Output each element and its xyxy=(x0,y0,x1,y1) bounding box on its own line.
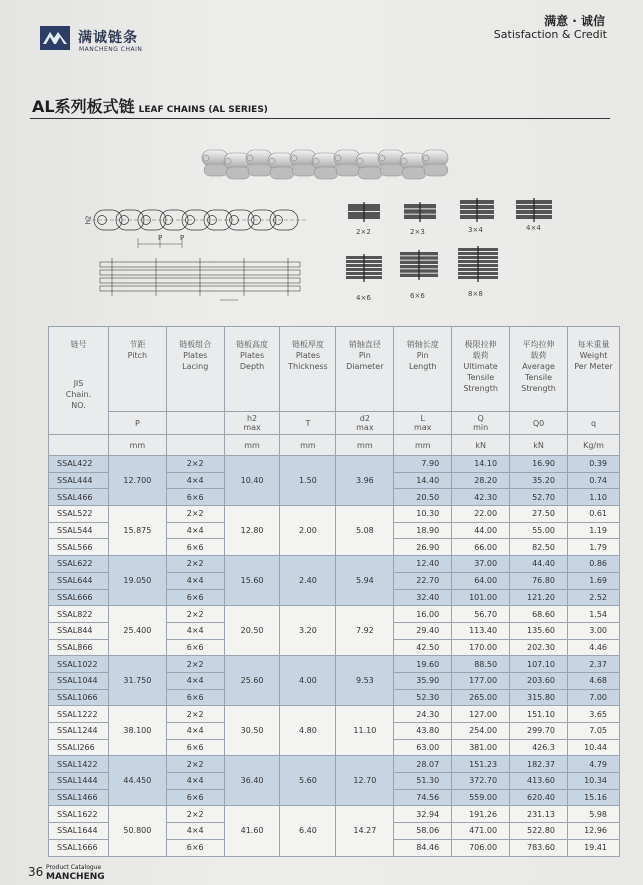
weight-cell: 4.68 xyxy=(568,672,620,689)
pin-length-cell: 20.50 xyxy=(394,489,452,506)
ultimate-strength-cell: 113.40 xyxy=(452,622,510,639)
plate-depth-cell: 25.60 xyxy=(224,656,280,706)
average-strength-cell: 522.80 xyxy=(510,823,568,840)
weight-cell: 12.96 xyxy=(568,823,620,840)
footer-brand: MANCHENG xyxy=(46,872,105,882)
section-title-en: LEAF CHAINS (AL SERIES) xyxy=(138,105,268,115)
pin-diameter-cell: 5.94 xyxy=(336,556,394,606)
chain-drawings xyxy=(0,120,643,320)
ultimate-strength-cell: 265.00 xyxy=(452,689,510,706)
lacing-cell: 4×4 xyxy=(166,773,224,790)
pin-length-cell: 10.30 xyxy=(394,506,452,523)
pin-length-cell: 22.70 xyxy=(394,572,452,589)
pin-length-cell: 28.07 xyxy=(394,756,452,773)
chain-number-cell: SSAL822 xyxy=(49,606,109,623)
pin-length-cell: 43.80 xyxy=(394,723,452,740)
pin-length-cell: 7.90 xyxy=(394,456,452,473)
ultimate-strength-cell: 170.00 xyxy=(452,639,510,656)
header-lacing: 链板组合 Plates Lacing xyxy=(166,327,224,412)
lacing-2x3-label: 2×3 xyxy=(410,228,425,236)
ultimate-strength-cell: 56.70 xyxy=(452,606,510,623)
header-thickness: 链板厚度 Plates Thickness xyxy=(280,327,336,412)
lacing-cell: 6×6 xyxy=(166,589,224,606)
lacing-8x8-icon xyxy=(456,246,500,282)
pin-length-cell: 32.94 xyxy=(394,806,452,823)
chain-number-cell: SSAL1666 xyxy=(49,839,109,856)
chain-top-view-drawing xyxy=(92,256,317,304)
chain-number-cell: SSAL1466 xyxy=(49,789,109,806)
average-strength-cell: 82.50 xyxy=(510,539,568,556)
unit-ultimate: kN xyxy=(452,435,510,456)
weight-cell: 19.41 xyxy=(568,839,620,856)
ultimate-strength-cell: 372.70 xyxy=(452,773,510,790)
unit-average: kN xyxy=(510,435,568,456)
pin-length-cell: 14.40 xyxy=(394,472,452,489)
average-strength-cell: 27.50 xyxy=(510,506,568,523)
average-strength-cell: 16.90 xyxy=(510,456,568,473)
average-strength-cell: 52.70 xyxy=(510,489,568,506)
chain-number-cell: SSAL444 xyxy=(49,472,109,489)
weight-cell: 7.05 xyxy=(568,723,620,740)
chain-number-cell: SSAL522 xyxy=(49,506,109,523)
lacing-4x6-label: 4×6 xyxy=(356,294,371,302)
table-row xyxy=(49,606,620,623)
brand-name-en: MANCHENG CHAIN xyxy=(79,46,143,53)
lacing-cell: 2×2 xyxy=(166,756,224,773)
table-row xyxy=(49,706,620,723)
weight-cell: 2.37 xyxy=(568,656,620,673)
pin-length-cell: 63.00 xyxy=(394,739,452,756)
header-row-names xyxy=(49,327,620,412)
pin-diameter-cell: 7.92 xyxy=(336,606,394,656)
chain-number-cell: SSAL1422 xyxy=(49,756,109,773)
plate-thickness-cell: 1.50 xyxy=(280,456,336,506)
plate-depth-cell: 30.50 xyxy=(224,706,280,756)
leaf-chain-spec-table xyxy=(48,326,620,857)
chain-number-cell: SSAL644 xyxy=(49,572,109,589)
title-divider xyxy=(30,118,610,119)
pin-length-cell: 84.46 xyxy=(394,839,452,856)
weight-cell: 0.61 xyxy=(568,506,620,523)
average-strength-cell: 35.20 xyxy=(510,472,568,489)
average-strength-cell: 203.60 xyxy=(510,672,568,689)
weight-cell: 3.65 xyxy=(568,706,620,723)
brand-name-cn: 满诚链条 xyxy=(78,30,138,46)
chain-number-cell: SSAL566 xyxy=(49,539,109,556)
lacing-cell: 6×6 xyxy=(166,489,224,506)
unit-diameter: mm xyxy=(336,435,394,456)
average-strength-cell: 107.10 xyxy=(510,656,568,673)
symbol-weight: q xyxy=(568,412,620,435)
pin-length-cell: 12.40 xyxy=(394,556,452,573)
plate-depth-cell: 41.60 xyxy=(224,806,280,856)
average-strength-cell: 620.40 xyxy=(510,789,568,806)
lacing-cell: 2×2 xyxy=(166,506,224,523)
unit-length: mm xyxy=(394,435,452,456)
weight-cell: 1.10 xyxy=(568,489,620,506)
ultimate-strength-cell: 101.00 xyxy=(452,589,510,606)
average-strength-cell: 68.60 xyxy=(510,606,568,623)
weight-cell: 0.86 xyxy=(568,556,620,573)
ultimate-strength-cell: 28.20 xyxy=(452,472,510,489)
pin-diameter-cell: 3.96 xyxy=(336,456,394,506)
pin-length-cell: 35.90 xyxy=(394,672,452,689)
lacing-8x8-label: 8×8 xyxy=(468,290,483,298)
average-strength-cell: 55.00 xyxy=(510,522,568,539)
symbol-ultimate: Q min xyxy=(452,412,510,435)
plate-depth-cell: 36.40 xyxy=(224,756,280,806)
average-strength-cell: 121.20 xyxy=(510,589,568,606)
pitch-cell: 50.800 xyxy=(108,806,166,856)
chain-number-cell: SSAL1444 xyxy=(49,773,109,790)
weight-cell: 1.19 xyxy=(568,522,620,539)
ultimate-strength-cell: 127.00 xyxy=(452,706,510,723)
ultimate-strength-cell: 254.00 xyxy=(452,723,510,740)
chain-number-cell: SSAL422 xyxy=(49,456,109,473)
footer-catalogue-label: Product Catalogue xyxy=(46,864,102,871)
section-title xyxy=(32,94,268,117)
pitch-cell: 12.700 xyxy=(108,456,166,506)
ultimate-strength-cell: 706.00 xyxy=(452,839,510,856)
header-diameter: 销轴直径 Pin Diameter xyxy=(336,327,394,412)
ultimate-strength-cell: 42.30 xyxy=(452,489,510,506)
plate-thickness-cell: 4.00 xyxy=(280,656,336,706)
lacing-cell: 2×2 xyxy=(166,656,224,673)
symbol-depth: h2 max xyxy=(224,412,280,435)
pin-length-cell: 16.00 xyxy=(394,606,452,623)
unit-chain xyxy=(49,435,109,456)
table-row xyxy=(49,456,620,473)
average-strength-cell: 76.80 xyxy=(510,572,568,589)
header-pitch: 节距 Pitch xyxy=(108,327,166,412)
chain-number-cell: SSAL1622 xyxy=(49,806,109,823)
chain-number-cell: SSAL1644 xyxy=(49,823,109,840)
pitch-cell: 25.400 xyxy=(108,606,166,656)
pitch-cell: 31.750 xyxy=(108,656,166,706)
pin-length-cell: 26.90 xyxy=(394,539,452,556)
table-row xyxy=(49,756,620,773)
weight-cell: 1.54 xyxy=(568,606,620,623)
lacing-2x2-label: 2×2 xyxy=(356,228,371,236)
pitch-cell: 15.875 xyxy=(108,506,166,556)
ultimate-strength-cell: 471.00 xyxy=(452,823,510,840)
header-length: 销轴长度 Pin Length xyxy=(394,327,452,412)
weight-cell: 0.39 xyxy=(568,456,620,473)
pin-length-cell: 58.06 xyxy=(394,823,452,840)
ultimate-strength-cell: 22.00 xyxy=(452,506,510,523)
lacing-3x4-icon xyxy=(458,198,496,222)
chain-number-cell: SSAL1222 xyxy=(49,706,109,723)
unit-weight: Kg/m xyxy=(568,435,620,456)
lacing-cell: 2×2 xyxy=(166,706,224,723)
pin-length-cell: 32.40 xyxy=(394,589,452,606)
symbol-average: Q0 xyxy=(510,412,568,435)
plate-thickness-cell: 2.00 xyxy=(280,506,336,556)
ultimate-strength-cell: 14.10 xyxy=(452,456,510,473)
chain-number-cell: SSAL1044 xyxy=(49,672,109,689)
weight-cell: 1.69 xyxy=(568,572,620,589)
weight-cell: 10.44 xyxy=(568,739,620,756)
lacing-2x3-icon xyxy=(402,202,438,222)
pin-length-cell: 74.56 xyxy=(394,789,452,806)
lacing-cell: 4×4 xyxy=(166,723,224,740)
ultimate-strength-cell: 44.00 xyxy=(452,522,510,539)
plate-thickness-cell: 4.80 xyxy=(280,706,336,756)
weight-cell: 10.34 xyxy=(568,773,620,790)
ultimate-strength-cell: 37.00 xyxy=(452,556,510,573)
ultimate-strength-cell: 88.50 xyxy=(452,656,510,673)
section-title-cn: AL系列板式链 xyxy=(32,97,135,116)
weight-cell: 7.00 xyxy=(568,689,620,706)
average-strength-cell: 44.40 xyxy=(510,556,568,573)
ultimate-strength-cell: 191.26 xyxy=(452,806,510,823)
unit-depth: mm xyxy=(224,435,280,456)
lacing-2x2-icon xyxy=(346,202,382,222)
chain-number-cell: SSAL1244 xyxy=(49,723,109,740)
table-row xyxy=(49,506,620,523)
ultimate-strength-cell: 177.00 xyxy=(452,672,510,689)
lacing-cell: 6×6 xyxy=(166,839,224,856)
plate-thickness-cell: 5.60 xyxy=(280,756,336,806)
average-strength-cell: 135.60 xyxy=(510,622,568,639)
symbol-length: L max xyxy=(394,412,452,435)
pitch-cell: 44.450 xyxy=(108,756,166,806)
average-strength-cell: 783.60 xyxy=(510,839,568,856)
weight-cell: 1.79 xyxy=(568,539,620,556)
header-row-symbols xyxy=(49,412,620,435)
spec-table-body xyxy=(49,456,620,857)
lacing-4x4-label: 4×4 xyxy=(526,224,541,232)
lacing-6x6-label: 6×6 xyxy=(410,292,425,300)
plate-depth-cell: 15.60 xyxy=(224,556,280,606)
weight-cell: 2.52 xyxy=(568,589,620,606)
weight-cell: 5.98 xyxy=(568,806,620,823)
ultimate-strength-cell: 151.23 xyxy=(452,756,510,773)
unit-lacing xyxy=(166,435,224,456)
page-header xyxy=(0,0,643,62)
lacing-cell: 6×6 xyxy=(166,789,224,806)
pin-diameter-cell: 12.70 xyxy=(336,756,394,806)
plate-depth-cell: 10.40 xyxy=(224,456,280,506)
pin-diameter-cell: 14.27 xyxy=(336,806,394,856)
lacing-cell: 4×4 xyxy=(166,572,224,589)
chain-side-view-drawing xyxy=(86,198,306,250)
lacing-cell: 4×4 xyxy=(166,622,224,639)
page-number: 36 xyxy=(28,865,44,879)
symbol-thickness: T xyxy=(280,412,336,435)
chain-number-cell: SSAL666 xyxy=(49,589,109,606)
plate-thickness-cell: 3.20 xyxy=(280,606,336,656)
lacing-4x4-icon xyxy=(514,198,554,222)
pin-length-cell: 51.30 xyxy=(394,773,452,790)
pin-length-cell: 24.30 xyxy=(394,706,452,723)
lacing-cell: 2×2 xyxy=(166,606,224,623)
table-row xyxy=(49,556,620,573)
plate-depth-cell: 20.50 xyxy=(224,606,280,656)
plate-thickness-cell: 6.40 xyxy=(280,806,336,856)
header-average: 平均拉伸 载荷 Average Tensile Strength xyxy=(510,327,568,412)
header-chain: 链号 JIS Chain. NO. xyxy=(49,327,109,435)
pin-diameter-cell: 9.53 xyxy=(336,656,394,706)
pitch-label-2: P xyxy=(180,234,185,242)
pin-diameter-cell: 5.08 xyxy=(336,506,394,556)
pin-length-cell: 29.40 xyxy=(394,622,452,639)
chain-number-cell: SSAL622 xyxy=(49,556,109,573)
table-row xyxy=(49,656,620,673)
table-row xyxy=(49,806,620,823)
pin-length-cell: 19.60 xyxy=(394,656,452,673)
ultimate-strength-cell: 381.00 xyxy=(452,739,510,756)
lacing-cell: 6×6 xyxy=(166,739,224,756)
chain-photo-illustration xyxy=(198,140,456,186)
lacing-cell: 4×4 xyxy=(166,823,224,840)
pin-length-cell: 52.30 xyxy=(394,689,452,706)
lacing-6x6-icon xyxy=(398,250,440,280)
chain-number-cell: SSAL466 xyxy=(49,489,109,506)
slogan-cn: 满意 · 诚信 xyxy=(544,14,605,28)
header-depth: 链板高度 Plates Depth xyxy=(224,327,280,412)
weight-cell: 4.46 xyxy=(568,639,620,656)
weight-cell: 0.74 xyxy=(568,472,620,489)
pin-length-cell: 42.50 xyxy=(394,639,452,656)
header-ultimate: 极限拉伸 载荷 Ultimate Tensile Strength xyxy=(452,327,510,412)
mancheng-logo-icon xyxy=(40,26,70,50)
lacing-cell: 4×4 xyxy=(166,472,224,489)
header-row-units xyxy=(49,435,620,456)
chain-number-cell: SSALl266 xyxy=(49,739,109,756)
lacing-cell: 2×2 xyxy=(166,806,224,823)
average-strength-cell: 151.10 xyxy=(510,706,568,723)
lacing-cell: 6×6 xyxy=(166,639,224,656)
chain-number-cell: SSAL1066 xyxy=(49,689,109,706)
ultimate-strength-cell: 64.00 xyxy=(452,572,510,589)
unit-thickness: mm xyxy=(280,435,336,456)
lacing-3x4-label: 3×4 xyxy=(468,226,483,234)
lacing-cell: 6×6 xyxy=(166,689,224,706)
lacing-cell: 2×2 xyxy=(166,456,224,473)
lacing-cell: 4×4 xyxy=(166,672,224,689)
average-strength-cell: 182.37 xyxy=(510,756,568,773)
lacing-cell: 2×2 xyxy=(166,556,224,573)
average-strength-cell: 426.3 xyxy=(510,739,568,756)
pin-length-cell: 18.90 xyxy=(394,522,452,539)
weight-cell: 3.00 xyxy=(568,622,620,639)
pin-diameter-cell: 11.10 xyxy=(336,706,394,756)
ultimate-strength-cell: 559.00 xyxy=(452,789,510,806)
average-strength-cell: 315.80 xyxy=(510,689,568,706)
average-strength-cell: 231.13 xyxy=(510,806,568,823)
lacing-cell: 6×6 xyxy=(166,539,224,556)
pitch-label-1: P xyxy=(158,234,163,242)
chain-number-cell: SSAL544 xyxy=(49,522,109,539)
pitch-cell: 38.100 xyxy=(108,706,166,756)
header-weight: 每米重量 Weight Per Meter xyxy=(568,327,620,412)
pitch-cell: 19.050 xyxy=(108,556,166,606)
weight-cell: 15.16 xyxy=(568,789,620,806)
average-strength-cell: 413.60 xyxy=(510,773,568,790)
unit-pitch: mm xyxy=(108,435,166,456)
weight-cell: 4.79 xyxy=(568,756,620,773)
plate-thickness-cell: 2.40 xyxy=(280,556,336,606)
average-strength-cell: 202.30 xyxy=(510,639,568,656)
chain-number-cell: SSAL1022 xyxy=(49,656,109,673)
chain-number-cell: SSAL866 xyxy=(49,639,109,656)
average-strength-cell: 299.70 xyxy=(510,723,568,740)
symbol-lacing xyxy=(166,412,224,435)
lacing-cell: 4×4 xyxy=(166,522,224,539)
lacing-4x6-icon xyxy=(344,254,384,282)
symbol-diameter: d2 max xyxy=(336,412,394,435)
plate-depth-cell: 12.80 xyxy=(224,506,280,556)
slogan-en: Satisfaction & Credit xyxy=(493,28,607,41)
ultimate-strength-cell: 66.00 xyxy=(452,539,510,556)
symbol-pitch: P xyxy=(108,412,166,435)
h2-label: h2 xyxy=(84,215,93,225)
chain-number-cell: SSAL844 xyxy=(49,622,109,639)
